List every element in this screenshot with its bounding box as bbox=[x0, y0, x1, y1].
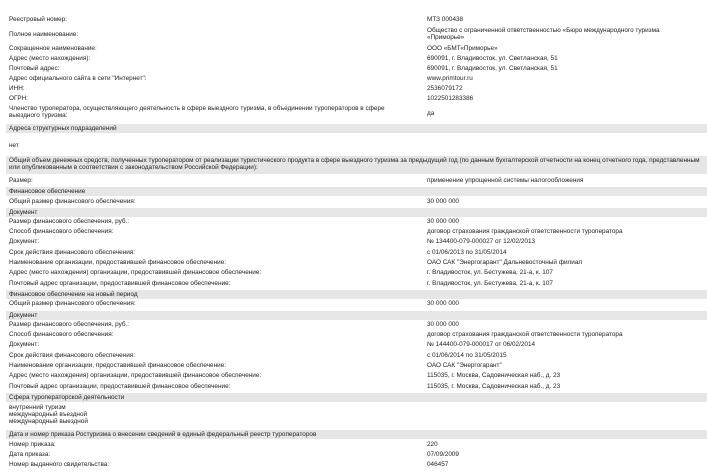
doc1-label: Наименование организации, предоставившей финансовое обеспечение: bbox=[9, 259, 227, 266]
short-name-value: ООО «БМТ«Приморье» bbox=[427, 45, 498, 52]
website-link[interactable]: www.primtour.ru bbox=[427, 75, 473, 82]
doc2-value: договор страхования гражданской ответственности туроператора bbox=[427, 331, 623, 338]
website-label: Адрес официального сайта в сети "Интернет": bbox=[9, 75, 147, 82]
total-funds-size-value: применение упрощенной системы налогообложения bbox=[427, 177, 584, 184]
finance-total-value: 30 000 000 bbox=[427, 198, 459, 205]
doc1-value: г. Владивосток, ул. Бестужева, 21-а, к. 107 bbox=[427, 280, 553, 287]
doc1-value: договор страхования гражданской ответственности туроператора bbox=[427, 228, 623, 235]
address-label: Адрес (место нахождения): bbox=[9, 55, 91, 62]
subdivisions-title: Адреса структурных подразделений bbox=[9, 125, 117, 132]
doc1-label: Размер финансового обеспечения, руб.: bbox=[9, 218, 130, 225]
order-value: 220 bbox=[427, 441, 438, 448]
finance-title: Финансовое обеспечение bbox=[9, 188, 86, 195]
membership-value: да bbox=[427, 110, 435, 117]
doc1-value: 30 000 000 bbox=[427, 218, 459, 225]
total-funds-title: Общий объем денежных средств, полученных туроператором от реализации туристического продукта в сфере выездного туризма за предыдущий год (по данным бухгалтерской отчетности на конец отчетного года, представленным или опубликованным в соответствии с законодательством Российской Федерации): bbox=[9, 157, 700, 172]
activity-item: внутренний туризм bbox=[9, 404, 66, 411]
ogrn-label: ОГРН: bbox=[9, 95, 29, 102]
activity-title: Сфера туроператорской деятельности bbox=[9, 394, 125, 401]
subdivisions-value: нет bbox=[9, 142, 19, 149]
doc2-label: Адрес (место нахождения) организации, предоставившей финансовое обеспечение: bbox=[9, 372, 262, 379]
finance-total-label: Общий размер финансового обеспечения: bbox=[9, 198, 136, 205]
registry-number-label: Реестровый номер: bbox=[9, 16, 68, 23]
order-value: 046457 bbox=[427, 461, 449, 468]
doc2-value: 30 000 000 bbox=[427, 321, 459, 328]
document-1-title: Документ bbox=[9, 209, 38, 216]
doc1-label: Документ: bbox=[9, 238, 40, 245]
finance-header bbox=[6, 187, 707, 196]
doc2-value: № 144400-079-000017 от 06/02/2014 bbox=[427, 341, 536, 348]
doc2-value: 115035, г. Москва, Садовническая наб., д. 23 bbox=[427, 372, 561, 379]
total-funds-size-label: Размер: bbox=[9, 177, 33, 184]
finance-new-header bbox=[6, 290, 707, 299]
doc1-label: Способ финансового обеспечения: bbox=[9, 228, 114, 235]
short-name-label: Сокращенное наименование: bbox=[9, 45, 97, 52]
finance-new-title: Финансовое обеспечение на новый период bbox=[9, 291, 138, 298]
total-funds-header bbox=[6, 156, 707, 174]
doc2-label: Почтовый адрес организации, предоставившей финансовое обеспечение: bbox=[9, 383, 231, 390]
finance-new-total-value: 30 000 000 bbox=[427, 300, 459, 307]
registry-number-value: МТЗ 000438 bbox=[427, 16, 464, 23]
order-label: Номер выданного свидетельства: bbox=[9, 461, 110, 468]
doc2-value: с 01/06/2014 по 31/05/2015 bbox=[427, 352, 507, 359]
doc2-label: Документ: bbox=[9, 341, 40, 348]
doc2-label: Наименование организации, предоставившей финансовое обеспечение: bbox=[9, 362, 227, 369]
full-name-label: Полное наименование: bbox=[9, 31, 79, 38]
order-value: 07/09/2009 bbox=[427, 451, 459, 458]
inn-value: 2536079172 bbox=[427, 85, 463, 92]
doc2-value: 115035, г. Москва, Садовническая наб., д. 23 bbox=[427, 383, 561, 390]
order-label: Дата приказа: bbox=[9, 451, 51, 458]
activity-item: международный въездной bbox=[9, 411, 88, 418]
postal-value: 690091, г. Владивосток, ул. Светланская, 51 bbox=[427, 65, 558, 72]
document-1-header bbox=[6, 208, 707, 217]
order-title: Дата и номер приказа Ростуризма о внесении сведений в единый федеральный реестр туроператоров bbox=[9, 431, 317, 438]
finance-new-total-label: Общий размер финансового обеспечения: bbox=[9, 300, 136, 307]
doc2-label: Срок действия финансового обеспечения: bbox=[9, 352, 136, 359]
doc1-value: с 01/06/2013 по 31/05/2014 bbox=[427, 249, 507, 256]
subdivisions-header bbox=[6, 124, 707, 133]
doc1-label: Адрес (место нахождения) организации, предоставившей финансовое обеспечение: bbox=[9, 269, 262, 276]
order-header bbox=[6, 430, 707, 439]
address-value: 690091, г. Владивосток, ул. Светланская, 51 bbox=[427, 55, 558, 62]
doc2-value: ОАО САК "Энергогарант" bbox=[427, 362, 502, 369]
order-label: Номер приказа: bbox=[9, 441, 56, 448]
doc2-label: Способ финансового обеспечения: bbox=[9, 331, 114, 338]
doc2-label: Размер финансового обеспечения, руб.: bbox=[9, 321, 130, 328]
document-2-header bbox=[6, 311, 707, 320]
activity-item: международный выездной bbox=[9, 418, 88, 425]
inn-label: ИНН: bbox=[9, 85, 25, 92]
doc1-label: Срок действия финансового обеспечения: bbox=[9, 249, 136, 256]
ogrn-value: 1022501283386 bbox=[427, 95, 474, 102]
doc1-label: Почтовый адрес организации, предоставившей финансовое обеспечение: bbox=[9, 280, 231, 287]
full-name-value: Общество с ограниченной ответственностью «Бюро международного туризма «Приморье» bbox=[427, 27, 660, 42]
document-2-title: Документ bbox=[9, 312, 38, 319]
postal-label: Почтовый адрес: bbox=[9, 65, 60, 72]
membership-label: Членство туроператора, осуществляющего деятельность в сфере выездного туризма, в объединении туроператоров в сфере выездного туризма: bbox=[9, 105, 385, 120]
doc1-value: г. Владивосток, ул. Бестужева, 21-а, к. 107 bbox=[427, 269, 553, 276]
doc1-value: ОАО САК "Энергогарант" Дальневосточный филиал bbox=[427, 259, 583, 266]
doc1-value: № 134400-079-000027 от 12/02/2013 bbox=[427, 238, 536, 245]
activity-header bbox=[6, 393, 707, 402]
